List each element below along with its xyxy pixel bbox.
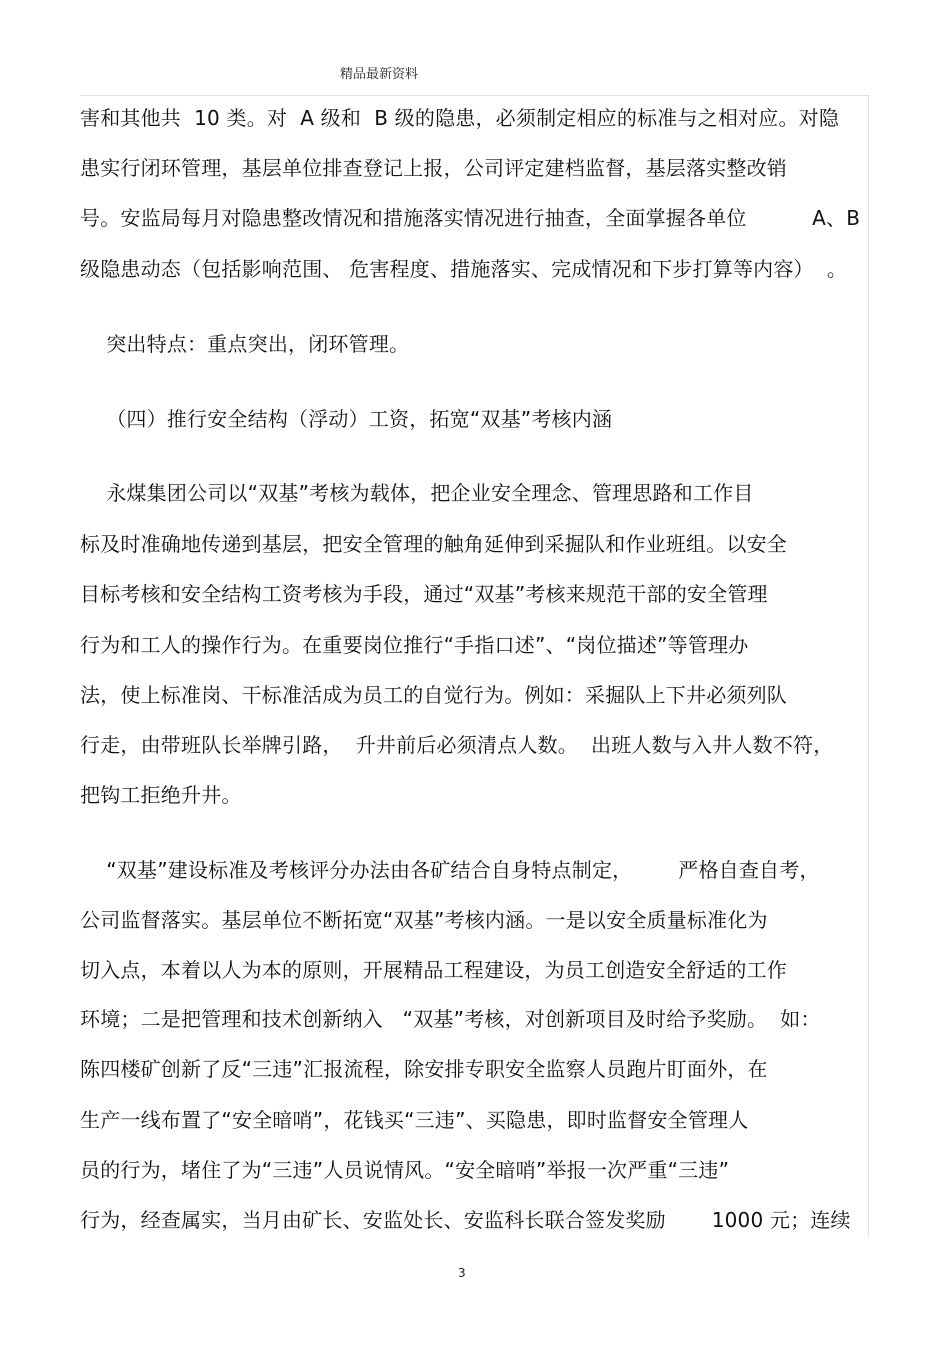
body-line-17: 环境；二是把管理和技术创新纳入 “双基”考核，对创新项目及时给予奖励。 如：	[80, 1007, 821, 1031]
body-line-2: 患实行闭环管理，基层单位排查登记上报，公司评定建档监督，基层落实整改销	[80, 156, 787, 180]
body-line-8: 标及时准确地传递到基层，把安全管理的触角延伸到采掘队和作业班组。以安全	[80, 532, 787, 556]
page-header: 精品最新资料	[340, 67, 419, 82]
section-heading: （四）推行安全结构（浮动）工资，拓宽“双基”考核内涵	[80, 407, 613, 431]
body-line-4: 级隐患动态（包括影响范围、 危害程度、措施落实、完成情况和下步打算等内容） 。	[80, 257, 848, 281]
body-line-21: 行为，经查属实，当月由矿长、安监处长、安监科长联合签发奖励 1000 元；连续	[80, 1208, 851, 1232]
body-line-20: 员的行为，堵住了为“三违”人员说情风。“安全暗哨”举报一次严重“三违”	[80, 1158, 730, 1182]
right-margin-rule	[868, 95, 869, 1237]
header-divider	[80, 95, 870, 96]
body-line-19: 生产一线布置了“安全暗哨”，花钱买“三违”、买隐患，即时监督安全管理人	[80, 1108, 749, 1132]
body-line-11: 法，使上标准岗、干标准活成为员工的自觉行为。例如：采掘队上下井必须列队	[80, 683, 787, 707]
body-line-16: 切入点，本着以人为本的原则，开展精品工程建设，为员工创造安全舒适的工作	[80, 958, 787, 982]
page-number: 3	[458, 1266, 466, 1280]
body-line-14: “双基”建设标准及考核评分办法由各矿结合自身特点制定， 严格自查自考，	[80, 858, 820, 882]
body-line-5: 突出特点：重点突出，闭环管理。	[80, 332, 410, 356]
body-line-1: 害和其他共 10 类。对 A 级和 B 级的隐患，必须制定相应的标准与之相对应。对隐	[80, 106, 840, 130]
body-line-12: 行走，由带班队长举牌引路， 升井前后必须清点人数。 出班人数与入井人数不符，	[80, 733, 834, 757]
body-line-3: 号。安监局每月对隐患整改情况和措施落实情况进行抽查，全面掌握各单位 A、B	[80, 206, 861, 230]
body-line-10: 行为和工人的操作行为。在重要岗位推行“手指口述”、“岗位描述”等管理办	[80, 633, 749, 657]
body-line-15: 公司监督落实。基层单位不断拓宽“双基”考核内涵。一是以安全质量标准化为	[80, 908, 768, 932]
body-line-18: 陈四楼矿创新了反“三违”汇报流程，除安排专职安全监察人员跑片盯面外，在	[80, 1057, 768, 1081]
body-line-7: 永煤集团公司以“双基”考核为载体，把企业安全理念、管理思路和工作目	[80, 481, 754, 505]
body-line-9: 目标考核和安全结构工资考核为手段，通过“双基”考核来规范干部的安全管理	[80, 582, 768, 606]
body-line-13: 把钩工拒绝升井。	[80, 783, 242, 807]
